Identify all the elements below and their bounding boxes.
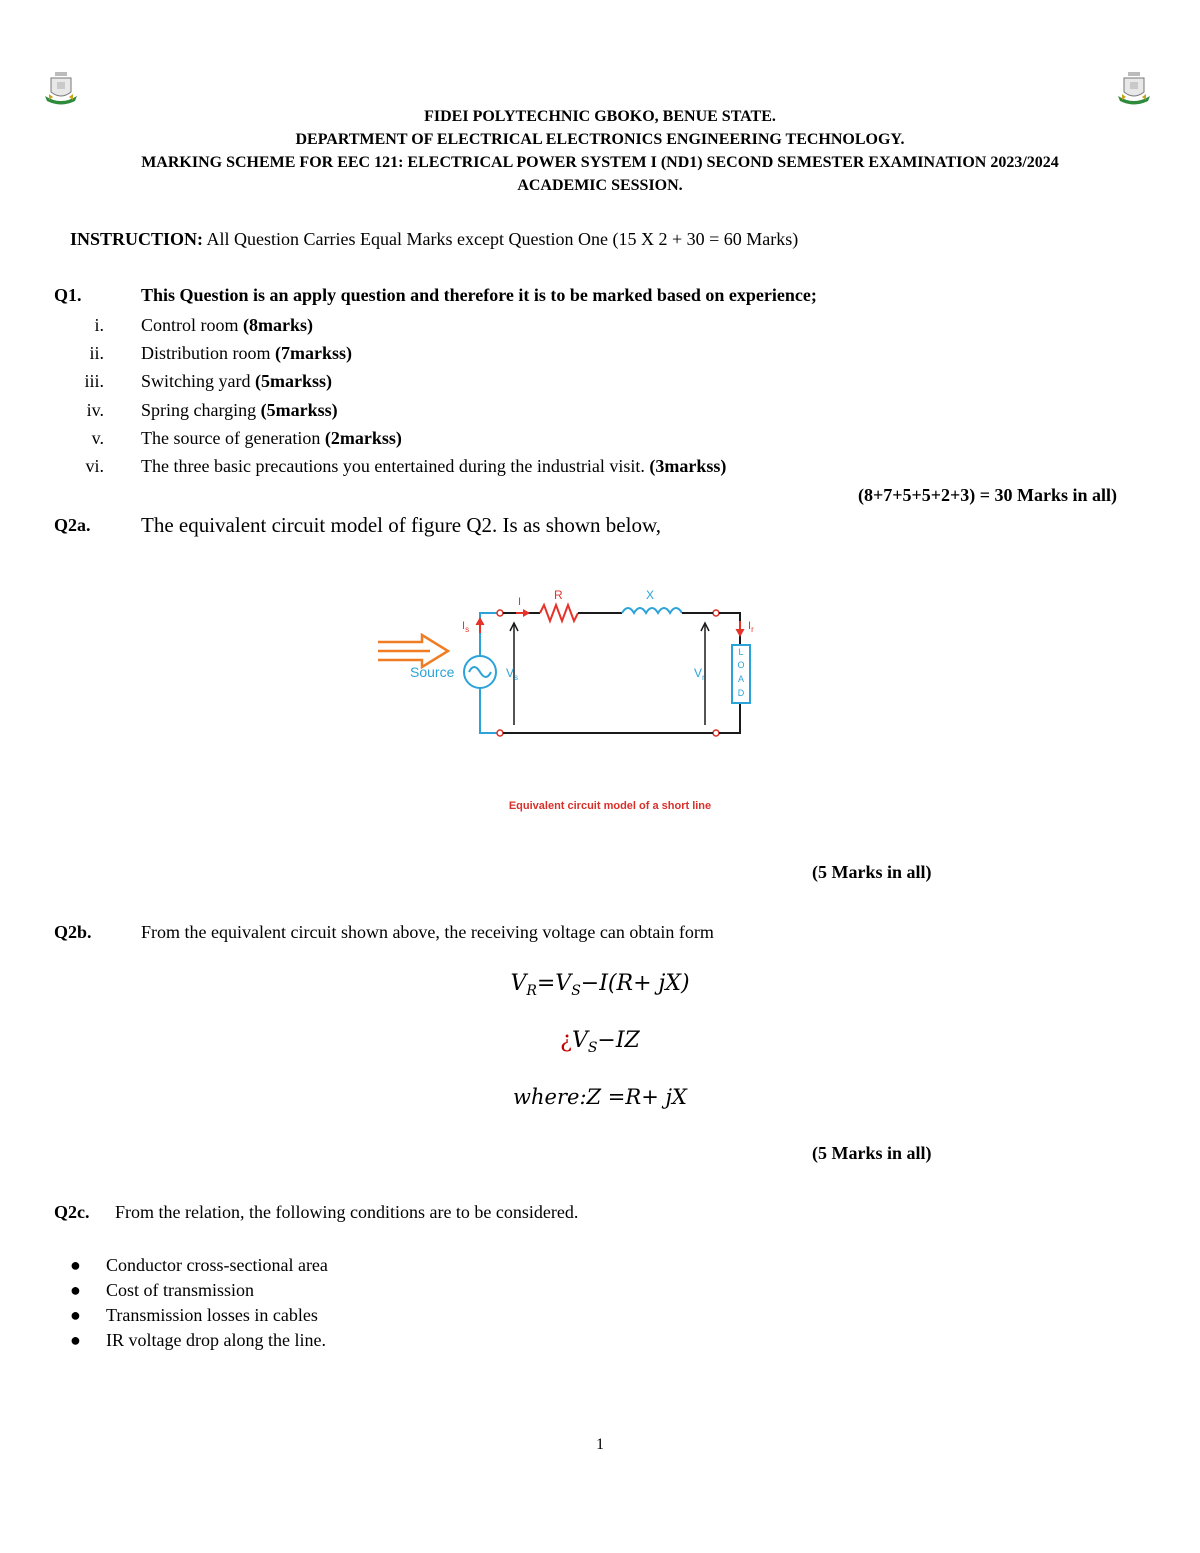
q2a-text: The equivalent circuit model of figure Q2. Is as shown below, [141,513,661,537]
equation-1-sub-r: R [526,983,537,999]
is-sub: s [465,625,470,634]
q2b-text: From the equivalent circuit shown above, the receiving voltage can obtain form [141,922,714,942]
q2b-marks: (5 Marks in all) [812,1143,932,1163]
load-letter: L [738,647,744,657]
institution-logo-left [43,70,79,106]
q2a-label: Q2a. [54,515,91,535]
q1-item-num: ii. [89,343,104,363]
vr-sub: r [702,673,705,682]
q1-item [141,343,352,364]
ir-arrow-icon [736,621,744,636]
svg-text:Is [462,620,469,634]
instruction-label: INSTRUCTION: [70,229,204,249]
q1-label: Q1. [54,285,82,305]
q2b-label: Q2b. [54,922,92,942]
q2c-label: Q2c. [54,1202,90,1222]
q2a-marks: (5 Marks in all) [812,862,932,882]
equation-1-tail: −I(R+ jX) [580,971,690,996]
q1-item-num: v. [91,428,104,448]
svg-text:Vr [694,666,705,682]
q1-item [141,456,726,477]
figure-caption: Equivalent circuit model of a short line [508,800,712,812]
input-arrow-icon [378,635,448,667]
is-arrow-icon [476,618,484,633]
q1-item-text: The source of generation [141,428,321,448]
equation-2-var: V [571,1028,588,1053]
q1-item-text: Spring charging [141,400,257,420]
q2c-bullet: Transmission losses in cables [106,1305,318,1325]
equation-1-eq: =V [536,971,572,996]
is-label: I [462,620,466,632]
reactance-label: X [646,588,655,602]
vs-label: V [506,666,515,680]
source-label: Source [410,664,455,680]
instruction-text: All Question Carries Equal Marks except Question One (15 X 2 + 30 = 60 Marks) [206,229,799,249]
q1-item-num: vi. [85,456,104,476]
q1-item-marks: (2markss) [324,428,402,448]
q2c-bullet: Cost of transmission [106,1280,255,1300]
equation-2-mark: ¿ [560,1028,572,1053]
q1-item-num: i. [94,315,104,335]
q1-item-text: Control room [141,315,239,335]
load-letter: D [737,688,745,698]
equation-3: where:Z =R+ jX [513,1085,687,1109]
instruction [70,229,798,250]
page-number: 1 [596,1436,604,1453]
q1-heading: This Question is an apply question and therefore it is to be marked based on experience; [141,285,817,305]
vs-sub: s [514,673,519,682]
equation-1-var: V [510,971,527,996]
resistor-label: R [554,588,563,602]
q1-item-text: Switching yard [141,371,251,391]
equivalent-circuit-figure [370,585,770,820]
header-session: ACADEMIC SESSION. [517,177,683,194]
inductor-icon [622,608,682,613]
equation-2-sub: S [587,1040,598,1056]
equation-1 [0,971,1200,999]
q1-item-marks: (3markss) [649,456,727,476]
header-institution: FIDEI POLYTECHNIC GBOKO, BENUE STATE. [424,108,776,125]
q1-item [141,315,313,336]
q1-item-num: iv. [86,400,104,420]
vr-label: V [694,666,703,680]
q2c-bullet: IR voltage drop along the line. [106,1330,326,1350]
bullet-dot: ● [70,1305,81,1325]
ac-source-icon [464,656,496,688]
q1-item-marks: (5markss) [255,371,332,391]
resistor-icon [540,605,578,621]
institution-logo-right [1116,70,1152,106]
header-course: MARKING SCHEME FOR EEC 121: ELECTRICAL POWER SYSTEM I (ND1) SECOND SEMESTER EXAMINATION 2023/2024 [141,154,1059,171]
current-label: I [518,596,522,608]
svg-text:Ir [748,620,754,634]
load-letter: A [737,674,745,684]
i-arrow-icon [516,609,530,617]
q1-item [141,400,338,421]
q1-item-marks: (8marks) [243,315,313,335]
q1-item-marks: (5markss) [260,400,338,420]
ir-sub: r [751,625,754,634]
svg-text:Vs [506,666,518,682]
ir-label: I [748,620,752,632]
q2c-bullet: Conductor cross-sectional area [106,1255,328,1275]
equation-2 [0,1028,1200,1056]
q1-item [141,428,402,449]
q1-item-num: iii. [84,371,104,391]
q1-item [141,371,332,392]
equation-1-sub-s: S [571,983,581,999]
q2c-text: From the relation, the following conditions are to be considered. [115,1202,579,1222]
q1-item-text: Distribution room [141,343,271,363]
q1-item-marks: (7markss) [275,343,352,363]
q1-total-marks: (8+7+5+5+2+3) = 30 Marks in all) [857,485,1117,505]
equation-2-tail: −IZ [597,1028,640,1053]
load-letter: O [737,660,745,670]
bullet-dot: ● [70,1280,81,1300]
bullet-dot: ● [70,1255,81,1275]
header-department: DEPARTMENT OF ELECTRICAL ELECTRONICS ENGINEERING TECHNOLOGY. [295,131,905,148]
bullet-dot: ● [70,1330,81,1350]
q1-item-text: The three basic precautions you entertained during the industrial visit. [141,456,645,476]
